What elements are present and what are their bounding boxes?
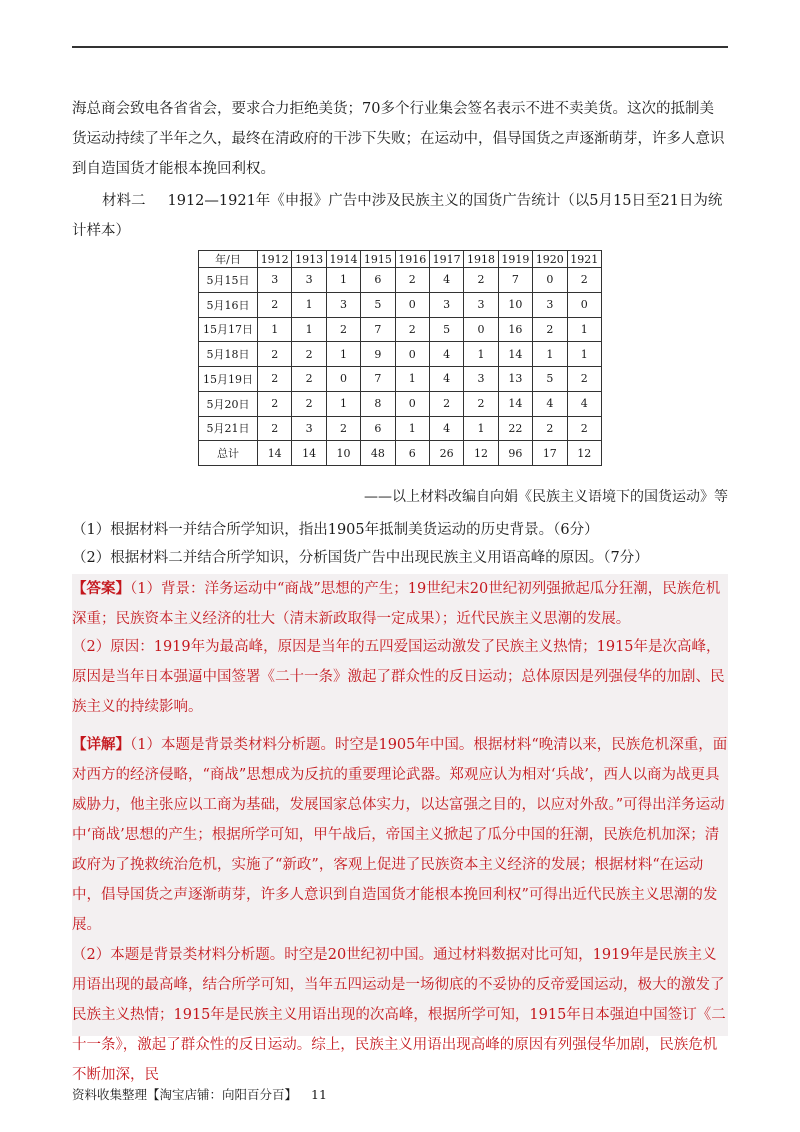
table-cell: 12 — [464, 441, 498, 466]
table-cell: 0 — [326, 367, 360, 392]
detail-tag: 【详解】 — [72, 736, 130, 753]
table-cell: 3 — [292, 268, 326, 293]
table-cell: 4 — [429, 416, 463, 441]
table-cell: 2 — [429, 391, 463, 416]
table-cell: 1 — [567, 342, 601, 367]
table-cell: 2 — [533, 416, 567, 441]
table-cell: 1 — [567, 317, 601, 342]
table-row — [199, 367, 602, 392]
row-label-cell: 15月17日 — [199, 317, 258, 342]
table-cell: 7 — [361, 367, 395, 392]
table-header-cell: 1915 — [361, 251, 395, 268]
table-cell: 3 — [464, 367, 498, 392]
row-label-cell: 5月21日 — [199, 416, 258, 441]
table-cell: 3 — [258, 268, 292, 293]
table-cell: 5 — [533, 367, 567, 392]
table-cell: 0 — [567, 292, 601, 317]
table-cell: 14 — [292, 441, 326, 466]
table-cell: 8 — [361, 391, 395, 416]
table-row — [199, 391, 602, 416]
detail-section — [72, 730, 728, 1090]
table-cell: 3 — [292, 416, 326, 441]
table-header-cell: 1920 — [533, 251, 567, 268]
detail-part-two: （2）本题是背景类材料分析题。时空是20世纪初中国。通过材料数据对比可知，1919年是民族主义用语出现的最高峰，结合所学可知，当年五四运动是一场彻底的不妥协的反帝爱国运动，极大的激发了民族主义热情；1915年是民族主义用语出现的次高峰，根据所学可知，1915年日本强迫中国签订《二十一条》，激起了群众性的反日运动。综上，民族主义用语出现高峰的原因有列强侵华加剧，民族危机不断加深，民 — [72, 947, 726, 1083]
table-cell: 1 — [533, 342, 567, 367]
table-cell: 22 — [498, 416, 532, 441]
table-cell: 1 — [464, 416, 498, 441]
table-row — [199, 268, 602, 293]
header-rule — [72, 46, 728, 48]
table-cell: 3 — [326, 292, 360, 317]
table-header-cell: 1917 — [429, 251, 463, 268]
table-cell: 0 — [464, 317, 498, 342]
table-cell: 1 — [326, 268, 360, 293]
table-cell: 13 — [498, 367, 532, 392]
table-header-cell: 1919 — [498, 251, 532, 268]
footer-text: 资料收集整理【淘宝店铺：向阳百分百】 — [72, 1087, 298, 1102]
table-cell: 1 — [326, 342, 360, 367]
table-cell: 17 — [533, 441, 567, 466]
table-cell: 5 — [361, 292, 395, 317]
table-header-cell: 1916 — [395, 251, 429, 268]
table-cell: 10 — [498, 292, 532, 317]
table-cell: 2 — [258, 391, 292, 416]
table-row — [199, 342, 602, 367]
row-label-cell: 5月15日 — [199, 268, 258, 293]
table-row — [199, 317, 602, 342]
table-cell: 3 — [533, 292, 567, 317]
row-label-cell: 15月19日 — [199, 367, 258, 392]
table-cell: 12 — [567, 441, 601, 466]
table-cell: 2 — [464, 268, 498, 293]
table-cell: 4 — [429, 367, 463, 392]
table-cell: 4 — [429, 342, 463, 367]
table-cell: 2 — [326, 416, 360, 441]
material-two-tag: 材料二 — [102, 193, 146, 209]
table-cell: 1 — [292, 292, 326, 317]
table-cell: 4 — [567, 391, 601, 416]
table-header-row — [199, 251, 602, 268]
row-label-cell: 5月18日 — [199, 342, 258, 367]
table-body — [199, 268, 602, 466]
row-label-cell: 5月16日 — [199, 292, 258, 317]
table-row — [199, 416, 602, 441]
table-cell: 7 — [361, 317, 395, 342]
table-cell: 0 — [395, 342, 429, 367]
table-header-cell: 1914 — [326, 251, 360, 268]
table-cell: 1 — [258, 317, 292, 342]
question-one: （1）根据材料一并结合所学知识，指出1905年抵制美货运动的历史背景。（6分） — [72, 522, 599, 538]
table-cell: 9 — [361, 342, 395, 367]
material-one-paragraph: 海总商会致电各省省会，要求合力拒绝美货；70多个行业集会签名表示不进不卖美货。这次的抵制美货运动持续了半年之久，最终在清政府的干涉下失败；在运动中，倡导国货之声逐渐萌芽，许多人意识到自造国货才能根本挽回利权。 — [72, 101, 725, 177]
table-cell: 96 — [498, 441, 532, 466]
answer-part-one-text: （1）背景：洋务运动中“商战”思想的产生；19世纪末20世纪初列强掀起瓜分狂潮，民族危机深重；民族资本主义经济的壮大（清末新政取得一定成果）；近代民族主义思潮的发展。 — [72, 581, 721, 627]
table-cell: 4 — [533, 391, 567, 416]
table-cell: 2 — [395, 317, 429, 342]
table-cell: 0 — [533, 268, 567, 293]
table-cell: 3 — [464, 292, 498, 317]
table-cell: 16 — [498, 317, 532, 342]
table-cell: 2 — [567, 416, 601, 441]
table-header-cell: 1918 — [464, 251, 498, 268]
table-cell: 0 — [395, 292, 429, 317]
table-cell: 7 — [498, 268, 532, 293]
row-label-cell: 总计 — [199, 441, 258, 466]
table-cell: 2 — [258, 367, 292, 392]
table-header-cell: 1921 — [567, 251, 601, 268]
table-cell: 2 — [567, 367, 601, 392]
row-label-cell: 5月20日 — [199, 391, 258, 416]
table-cell: 2 — [326, 317, 360, 342]
material-two-title: 1912—1921年《申报》广告中涉及民族主义的国货广告统计（以5月15日至21日为统计样本） — [72, 193, 723, 239]
table-cell: 14 — [498, 391, 532, 416]
table-cell: 2 — [258, 292, 292, 317]
table-header-cell: 年/日 — [199, 251, 258, 268]
table-cell: 1 — [464, 342, 498, 367]
statistics-table — [198, 250, 602, 466]
table-cell: 6 — [361, 416, 395, 441]
source-citation: ——以上材料改编自向娟《民族主义语境下的国货运动》等 — [364, 489, 728, 505]
table-cell: 10 — [326, 441, 360, 466]
answer-section — [72, 574, 728, 1083]
table-cell: 4 — [429, 268, 463, 293]
material-two-heading — [72, 186, 728, 246]
table-cell: 48 — [361, 441, 395, 466]
answer-part-two: （2）原因：1919年为最高峰，原因是当年的五四爱国运动激发了民族主义热情；1915年是次高峰，原因是当年日本强逼中国签署《二十一条》激起了群众性的反日运动；总体原因是列强侵华的加剧、民族主义的持续影响。 — [72, 639, 725, 715]
table-cell: 1 — [292, 317, 326, 342]
table-cell: 6 — [395, 441, 429, 466]
table-cell: 2 — [292, 342, 326, 367]
table-header-cell: 1912 — [258, 251, 292, 268]
table-cell: 6 — [361, 268, 395, 293]
page-number: 11 — [311, 1087, 327, 1102]
answer-part-one — [72, 574, 728, 634]
table-cell: 5 — [429, 317, 463, 342]
page-footer — [72, 1085, 327, 1105]
table-cell: 2 — [258, 342, 292, 367]
table-cell: 2 — [567, 268, 601, 293]
table-cell: 2 — [292, 367, 326, 392]
table-header-cell: 1913 — [292, 251, 326, 268]
table-cell: 1 — [326, 391, 360, 416]
table-cell: 3 — [429, 292, 463, 317]
answer-tag: 【答案】 — [72, 580, 130, 597]
question-two: （2）根据材料二并结合所学知识，分析国货广告中出现民族主义用语高峰的原因。（7分） — [72, 550, 649, 566]
table-cell: 2 — [533, 317, 567, 342]
table-cell: 14 — [258, 441, 292, 466]
table-cell: 1 — [395, 416, 429, 441]
table-cell: 26 — [429, 441, 463, 466]
table-cell: 2 — [292, 391, 326, 416]
table-row — [199, 441, 602, 466]
table-row — [199, 292, 602, 317]
detail-part-one: （1）本题是背景类材料分析题。时空是1905年中国。根据材料“晚清以来，民族危机深重，面对西方的经济侵略，“商战”思想成为反抗的重要理论武器。郑观应认为相对‘兵战’，西人以商为战更具威胁力，他主张应以工商为基础，发展国家总体实力，以达富强之目的，以应对外敌。”可得出洋务运动中‘商战’思想的产生；根据所学可知，甲午战后，帝国主义掀起了瓜分中国的狂潮，民族危机加深；清政府为了挽救统治危机，实施了“新政”，客观上促进了民族资本主义经济的发展；根据材料“在运动中，倡导国货之声逐渐萌芽，许多人意识到自造国货才能根本挽回利权”可得出近代民族主义思潮的发展。 — [72, 737, 728, 933]
table-cell: 0 — [395, 391, 429, 416]
table-cell: 2 — [258, 416, 292, 441]
table-cell: 14 — [498, 342, 532, 367]
table-cell: 2 — [395, 268, 429, 293]
table-cell: 1 — [395, 367, 429, 392]
table-cell: 2 — [464, 391, 498, 416]
